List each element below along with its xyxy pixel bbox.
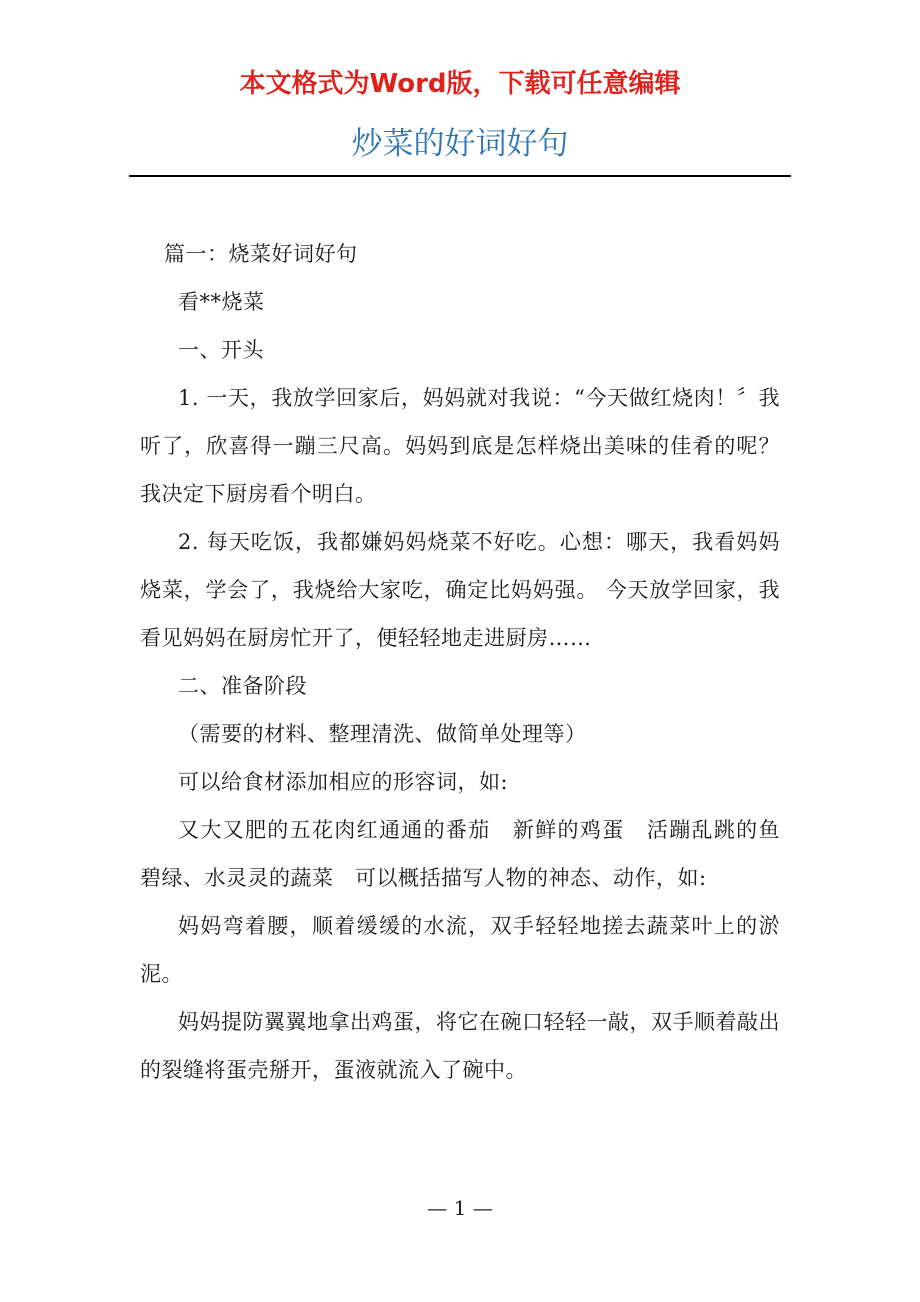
paragraph: 又大又肥的五花肉红通通的番茄 新鲜的鸡蛋 活蹦乱跳的鱼 碧绿、水灵灵的蔬菜 可以概括描写人物的神态、动作，如: xyxy=(140,818,802,890)
chapter-heading: 篇一：烧菜好词好句 xyxy=(164,242,358,266)
paragraph: 2. 每天吃饭，我都嫌妈妈烧菜不好吃。心想：哪天，我看妈妈烧菜，学会了，我烧给大家吃，确定比妈妈强。 今天放学回家，我看见妈妈在厨房忙开了，便轻轻地走进厨房…… xyxy=(140,530,780,650)
paragraph: 可以给食材添加相应的形容词，如: xyxy=(178,770,509,794)
paragraph: 1. 一天，我放学回家后，妈妈就对我说：“今天做红烧肉！〞我听了，欣喜得一蹦三尺高。妈妈到底是怎样烧出美味的佳肴的呢？我决定下厨房看个明白。 xyxy=(140,386,780,506)
format-notice-banner: 本文格式为Word版，下载可任意编辑 xyxy=(239,69,681,99)
paragraph: （需要的材料、整理清洗、做简单处理等） xyxy=(178,722,587,746)
section-heading-preparation: 二、准备阶段 xyxy=(178,674,307,698)
title-divider xyxy=(129,175,791,177)
page-number: — 1 — xyxy=(427,1196,493,1220)
section-subtitle: 看**烧菜 xyxy=(178,290,265,314)
document-body xyxy=(140,230,802,1094)
paragraph: 妈妈弯着腰，顺着缓缓的水流，双手轻轻地搓去蔬菜叶上的淤泥。 xyxy=(140,914,780,986)
section-heading-opening: 一、开头 xyxy=(178,338,264,362)
document-title: 炒菜的好词好句 xyxy=(351,126,569,162)
paragraph: 妈妈提防翼翼地拿出鸡蛋，将它在碗口轻轻一敲，双手顺着敲出的裂缝将蛋壳掰开，蛋液就流入了碗中。 xyxy=(140,1010,780,1082)
